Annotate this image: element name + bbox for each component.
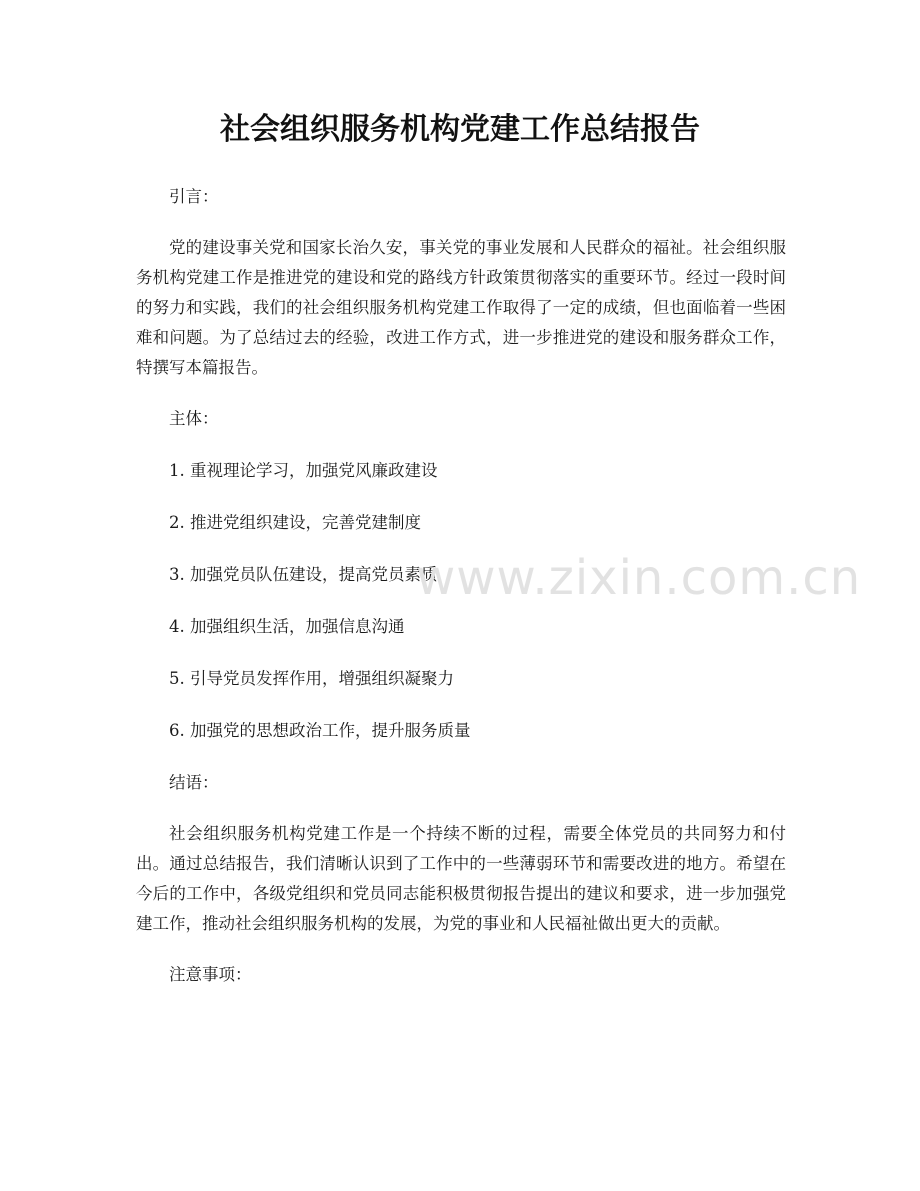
list-item: 2. 推进党组织建设，完善党建制度 <box>169 513 421 532</box>
document-body <box>136 182 786 990</box>
list-item: 5. 引导党员发挥作用，增强组织凝聚力 <box>169 669 454 688</box>
document-title: 社会组织服务机构党建工作总结报告 <box>220 112 700 147</box>
watermark-text: www.zixin.com.cn <box>416 550 862 606</box>
conclusion-paragraph: 社会组织服务机构党建工作是一个持续不断的过程，需要全体党员的共同努力和付出。通过总结报告，我们清晰认识到了工作中的一些薄弱环节和需要改进的地方。希望在今后的工作中，各级党组织和党员同志能积极贯彻报告提出的建议和要求，进一步加强党建工作，推动社会组织服务机构的发展，为党的事业和人民福祉做出更大的贡献。 <box>136 824 786 933</box>
list-item: 4. 加强组织生活，加强信息沟通 <box>169 617 405 636</box>
list-item: 3. 加强党员队伍建设，提高党员素质 <box>169 565 438 584</box>
body-label: 主体： <box>169 409 219 428</box>
intro-paragraph: 党的建设事关党和国家长治久安，事关党的事业发展和人民群众的福祉。社会组织服务机构党建工作是推进党的建设和党的路线方针政策贯彻落实的重要环节。经过一段时间的努力和实践，我们的社会组织服务机构党建工作取得了一定的成绩，但也面临着一些困难和问题。为了总结过去的经验，改进工作方式，进一步推进党的建设和服务群众工作，特撰写本篇报告。 <box>136 238 786 377</box>
list-item: 1. 重视理论学习，加强党风廉政建设 <box>169 461 438 480</box>
conclusion-label: 结语： <box>169 773 219 792</box>
list-item: 6. 加强党的思想政治工作，提升服务质量 <box>169 721 471 740</box>
intro-label: 引言： <box>169 187 219 206</box>
notes-label: 注意事项： <box>169 965 252 984</box>
